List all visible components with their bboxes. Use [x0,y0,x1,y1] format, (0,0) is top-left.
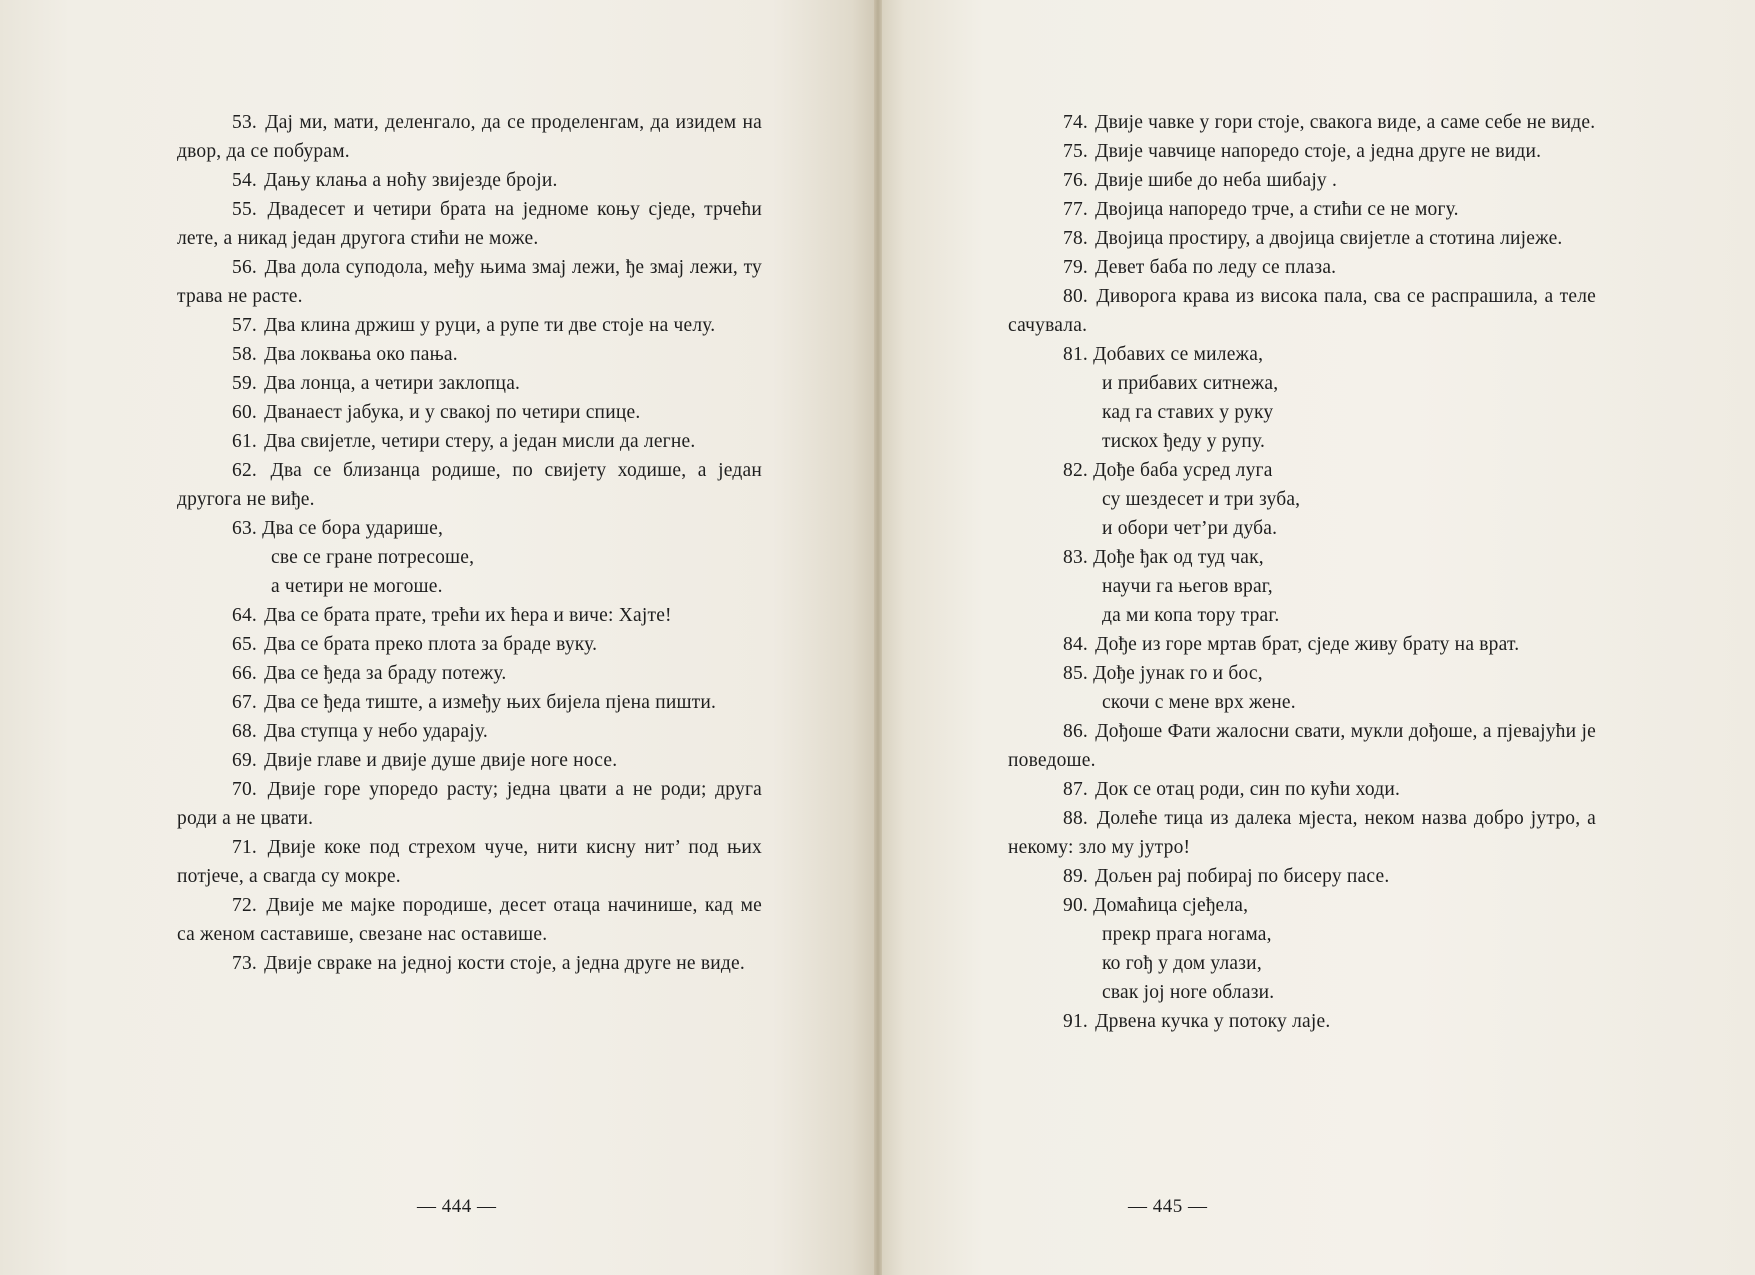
riddle-item [177,833,762,891]
riddle-number: 73. [232,953,257,974]
riddle-item [177,717,762,746]
left-riddle-list [177,108,762,978]
riddle-text: Два се близанца родише, по свијету ходише, а један другога не виђе. [177,460,763,510]
riddle-item [177,108,762,166]
riddle-number: 91. [1063,1011,1088,1032]
riddle-number: 58. [232,344,257,365]
verse-line [1008,949,1596,978]
verse-line-text: и обори чет’ри дуба. [1102,518,1278,539]
riddle-item [177,601,762,630]
riddle-number: 85. [1063,663,1088,684]
riddle-number: 75. [1063,141,1088,162]
riddle-item [1008,717,1596,775]
book-gutter [874,0,882,1275]
riddle-text: Два дола суподола, међу њима змај лежи, ђе змај лежи, ту трава не расте. [177,257,762,307]
verse-line [1008,891,1596,920]
riddle-number: 90. [1063,895,1088,916]
riddle-item [1008,282,1596,340]
riddle-item [1008,862,1596,891]
verse-line-text: су шездесет и три зуба, [1102,489,1301,510]
verse-line-text: тискох ђеду у рупу. [1102,431,1266,452]
riddle-number: 79. [1063,257,1088,278]
verse-line [1008,543,1596,572]
verse-line-text: Дође баба усред луга [1093,460,1273,481]
riddle-item [1008,775,1596,804]
riddle-number: 86. [1063,721,1088,742]
riddle-number: 55. [232,199,257,220]
riddle-number: 62. [232,460,257,481]
verse-line [1008,485,1596,514]
riddle-text: Два лонца, а четири заклопца. [264,373,521,394]
riddle-number: 53. [232,112,257,133]
verse-line-text: Дође јунак го и бос, [1093,663,1263,684]
riddle-item [177,775,762,833]
right-page [878,0,1755,1275]
riddle-item [177,311,762,340]
verse-line [1008,572,1596,601]
riddle-item [177,659,762,688]
riddle-text: Двије главе и двије душе двије ноге носе. [264,750,618,771]
riddle-item [1008,137,1596,166]
riddle-text: Двадесет и четири брата на једноме коњу сједе, трчећи лете, а никад један другога стићи не може. [177,199,763,249]
riddle-text: Диворога крава из висока пала, сва се распрашила, а теле сачувала. [1008,286,1596,336]
riddle-item [177,688,762,717]
riddle-number: 80. [1063,286,1088,307]
riddle-number: 68. [232,721,257,742]
riddle-text: Два свијетле, четири стеру, а један мисли да легне. [264,431,696,452]
riddle-item [1008,804,1596,862]
verse-line-text: Два се бора ударише, [262,518,444,539]
riddle-number: 88. [1063,808,1088,829]
riddle-text: Два се брата прате, трећи их ћера и виче: Хајте! [264,605,672,626]
riddle-verse [1008,659,1596,717]
riddle-number: 59. [232,373,257,394]
verse-line [1008,514,1596,543]
riddle-item [177,630,762,659]
riddle-number: 70. [232,779,257,800]
riddle-number: 82. [1063,460,1088,481]
verse-line [1008,369,1596,398]
riddle-item [177,746,762,775]
riddle-number: 74. [1063,112,1088,133]
riddle-number: 64. [232,605,257,626]
riddle-text: Дај ми, мати, деленгало, да се проделенгам, да изидем на двор, да се побурам. [177,112,763,162]
riddle-number: 77. [1063,199,1088,220]
verse-line [1008,601,1596,630]
riddle-number: 78. [1063,228,1088,249]
riddle-text: Двојица простиру, а двојица свијетле а стотина лијеже. [1095,228,1563,249]
verse-line-text: све се гране потресоше, [271,547,475,568]
riddle-text: Два клина држиш у руци, а рупе ти две стоје на челу. [264,315,716,336]
riddle-text: Дођоше Фати жалосни свати, мукли дођоше, а пјевајући је поведоше. [1008,721,1596,771]
verse-line [1008,920,1596,949]
riddle-text: Дољен рај побирај по бисеру пасе. [1095,866,1390,887]
riddle-item [177,398,762,427]
riddle-text: Дању клања а ноћу звијезде броји. [264,170,558,191]
riddle-verse [177,514,762,601]
verse-line-text: скочи с мене врх жене. [1102,692,1296,713]
riddle-item [1008,253,1596,282]
verse-line [177,543,762,572]
riddle-item [1008,630,1596,659]
riddle-number: 63. [232,518,257,539]
verse-line-text: ко гођ у дом улази, [1102,953,1262,974]
riddle-text: Дође из горе мртав брат, сједе живу брату на врат. [1095,634,1520,655]
verse-line-text: да ми копа тору траг. [1102,605,1280,626]
riddle-number: 71. [232,837,257,858]
verse-line-text: прекр прага ногама, [1102,924,1272,945]
riddle-item [177,195,762,253]
riddle-number: 72. [232,895,257,916]
verse-line [177,572,762,601]
riddle-item [177,253,762,311]
riddle-text: Два ступца у небо ударају. [264,721,488,742]
verse-line-text: Добавих се милежа, [1093,344,1264,365]
riddle-number: 69. [232,750,257,771]
riddle-item [177,456,762,514]
riddle-text: Двије шибе до неба шибају . [1095,170,1338,191]
verse-line [1008,978,1596,1007]
riddle-item [177,949,762,978]
riddle-text: Два се ђеда тиште, а између њих бијела пјена пишти. [264,692,717,713]
riddle-text: Двије чавке у гори стоје, свакога виде, а саме себе не виде. [1095,112,1596,133]
verse-line [1008,427,1596,456]
riddle-verse [1008,456,1596,543]
verse-line [1008,659,1596,688]
riddle-number: 54. [232,170,257,191]
verse-line [177,514,762,543]
riddle-text: Двије свраке на једној кости стоје, а једна друге не виде. [264,953,745,974]
verse-line [1008,456,1596,485]
riddle-number: 65. [232,634,257,655]
riddle-text: Дванаест јабука, и у свакој по четири спице. [264,402,641,423]
riddle-number: 84. [1063,634,1088,655]
riddle-number: 87. [1063,779,1088,800]
page-number-right: — 445 — [1128,1196,1208,1217]
riddle-text: Два се ђеда за браду потежу. [264,663,507,684]
riddle-verse [1008,340,1596,456]
riddle-item [1008,1007,1596,1036]
verse-line-text: Домаћица сјеђела, [1093,895,1249,916]
riddle-number: 89. [1063,866,1088,887]
riddle-item [1008,108,1596,137]
riddle-text: Двојица напоредо трче, а стићи се не могу. [1095,199,1459,220]
riddle-number: 83. [1063,547,1088,568]
riddle-number: 67. [232,692,257,713]
verse-line-text: а четири не могоше. [271,576,443,597]
riddle-text: Девет баба по леду се плаза. [1095,257,1337,278]
riddle-number: 61. [232,431,257,452]
riddle-text: Двије ме мајке породише, десет отаца начинише, кад ме са женом саставише, свезане нас оставише. [177,895,762,945]
riddle-item [177,340,762,369]
verse-line [1008,340,1596,369]
riddle-number: 76. [1063,170,1088,191]
riddle-text: Два локвања око пања. [264,344,458,365]
riddle-text: Док се отац роди, син по кући ходи. [1095,779,1401,800]
riddle-item [177,427,762,456]
riddle-item [1008,195,1596,224]
page-number-left: — 444 — [417,1196,497,1217]
right-riddle-list [1008,108,1596,1036]
riddle-text: Двије коке под стрехом чуче, нити кисну нит’ под њих потјече, а свагда су мокре. [177,837,762,887]
riddle-number: 66. [232,663,257,684]
riddle-item [177,891,762,949]
riddle-verse [1008,891,1596,1007]
verse-line-text: свак јој ноге облази. [1102,982,1275,1003]
riddle-item [1008,166,1596,195]
verse-line [1008,398,1596,427]
riddle-text: Долеће тица из далека мјеста, неком назва добро јутро, а некому: зло му јутро! [1008,808,1596,858]
verse-line [1008,688,1596,717]
verse-line-text: Дође ђак од туд чак, [1093,547,1264,568]
riddle-text: Двије чавчице напоредо стоје, а једна друге не види. [1095,141,1542,162]
riddle-number: 57. [232,315,257,336]
verse-line-text: кад га ставих у руку [1102,402,1274,423]
verse-line-text: и прибавих ситнежа, [1102,373,1279,394]
riddle-number: 56. [232,257,257,278]
riddle-number: 60. [232,402,257,423]
riddle-text: Двије горе упоредо расту; једна цвати а не роди; друга роди а не цвати. [177,779,762,829]
riddle-verse [1008,543,1596,630]
riddle-item [177,369,762,398]
riddle-text: Два се брата преко плота за браде вуку. [264,634,598,655]
riddle-number: 81. [1063,344,1088,365]
riddle-item [1008,224,1596,253]
riddle-item [177,166,762,195]
verse-line-text: научи га његов враг, [1102,576,1273,597]
riddle-text: Дрвена кучка у потоку лаје. [1095,1011,1331,1032]
